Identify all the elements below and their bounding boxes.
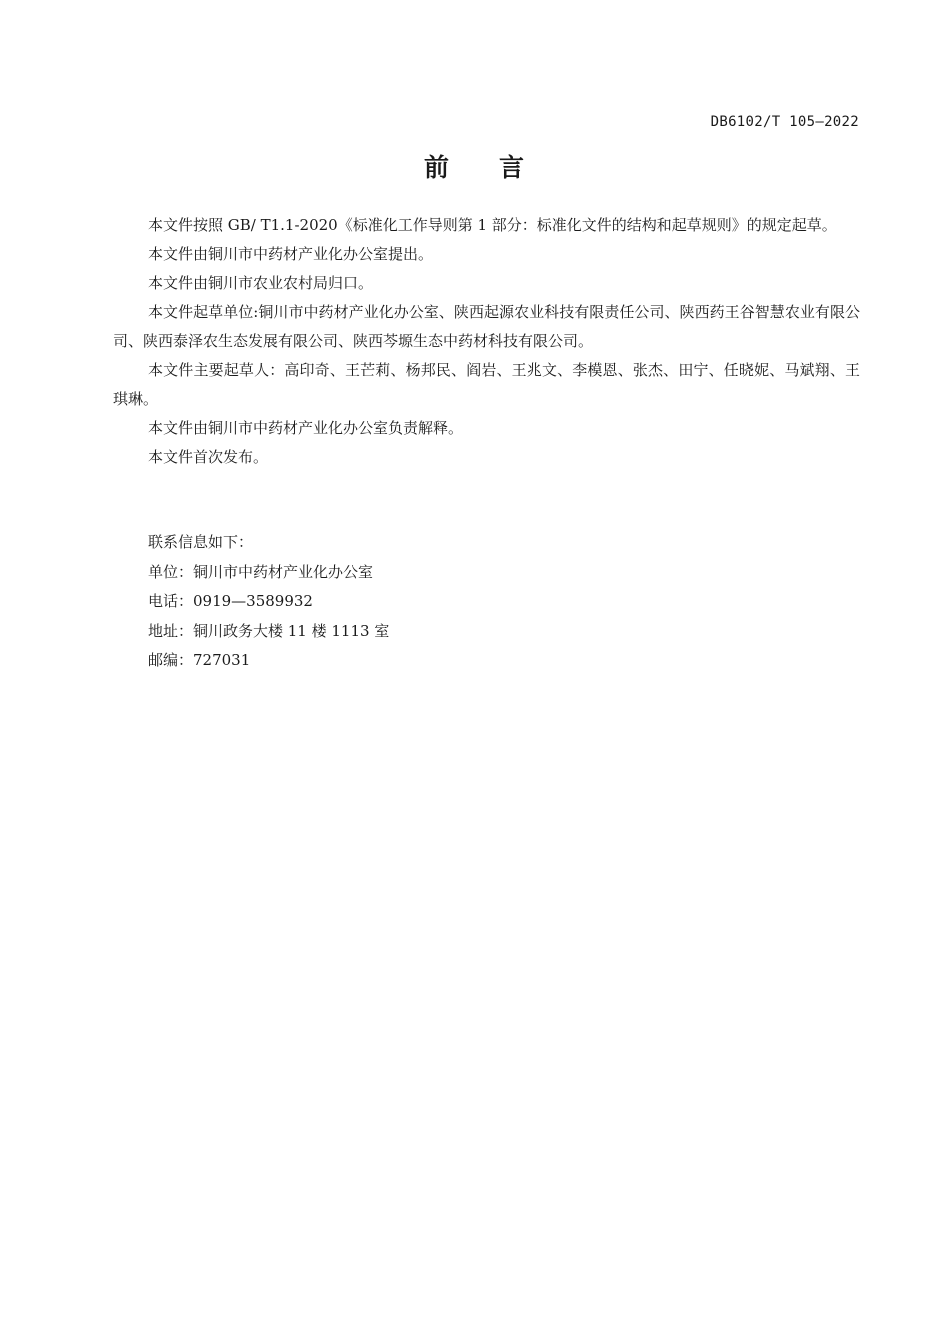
paragraph-drafting-units: 本文件起草单位:铜川市中药材产业化办公室、陕西起源农业科技有限责任公司、陕西药王谷智慧农业有限公司、陕西泰泽农生态发展有限公司、陕西芩塬生态中药材科技有限公司。 — [113, 303, 860, 350]
contact-phone: 电话：0919—3589932 — [148, 592, 313, 610]
title-char-1: 前 — [423, 153, 451, 182]
foreword-body — [113, 211, 860, 472]
paragraph-administrator: 本文件由铜川市农业农村局归口。 — [148, 274, 374, 292]
paragraph-first-release: 本文件首次发布。 — [148, 448, 269, 466]
contact-info — [148, 528, 848, 676]
contact-postcode: 邮编：727031 — [148, 651, 251, 669]
contact-unit: 单位：铜川市中药材产业化办公室 — [148, 562, 374, 581]
paragraph-interpretation: 本文件由铜川市中药材产业化办公室负责解释。 — [148, 419, 464, 437]
paragraph-drafters: 本文件主要起草人：高印奇、王芒莉、杨邦民、阎岩、王兆文、李模恩、张杰、田宁、任晓妮、马斌翔、王琪琳。 — [113, 361, 860, 408]
contact-heading: 联系信息如下： — [148, 533, 254, 551]
paragraph-proposer: 本文件由铜川市中药材产业化办公室提出。 — [148, 245, 434, 263]
title-char-2: 言 — [499, 153, 527, 182]
contact-address: 地址：铜川政务大楼 11 楼 1113 室 — [148, 621, 390, 640]
document-code: DB6102/T 105—2022 — [710, 114, 859, 130]
page-title — [0, 148, 950, 184]
paragraph-drafting-basis: 本文件按照 GB/ T1.1-2020《标准化工作导则第 1 部分：标准化文件的结构和起草规则》的规定起草。 — [148, 216, 837, 234]
